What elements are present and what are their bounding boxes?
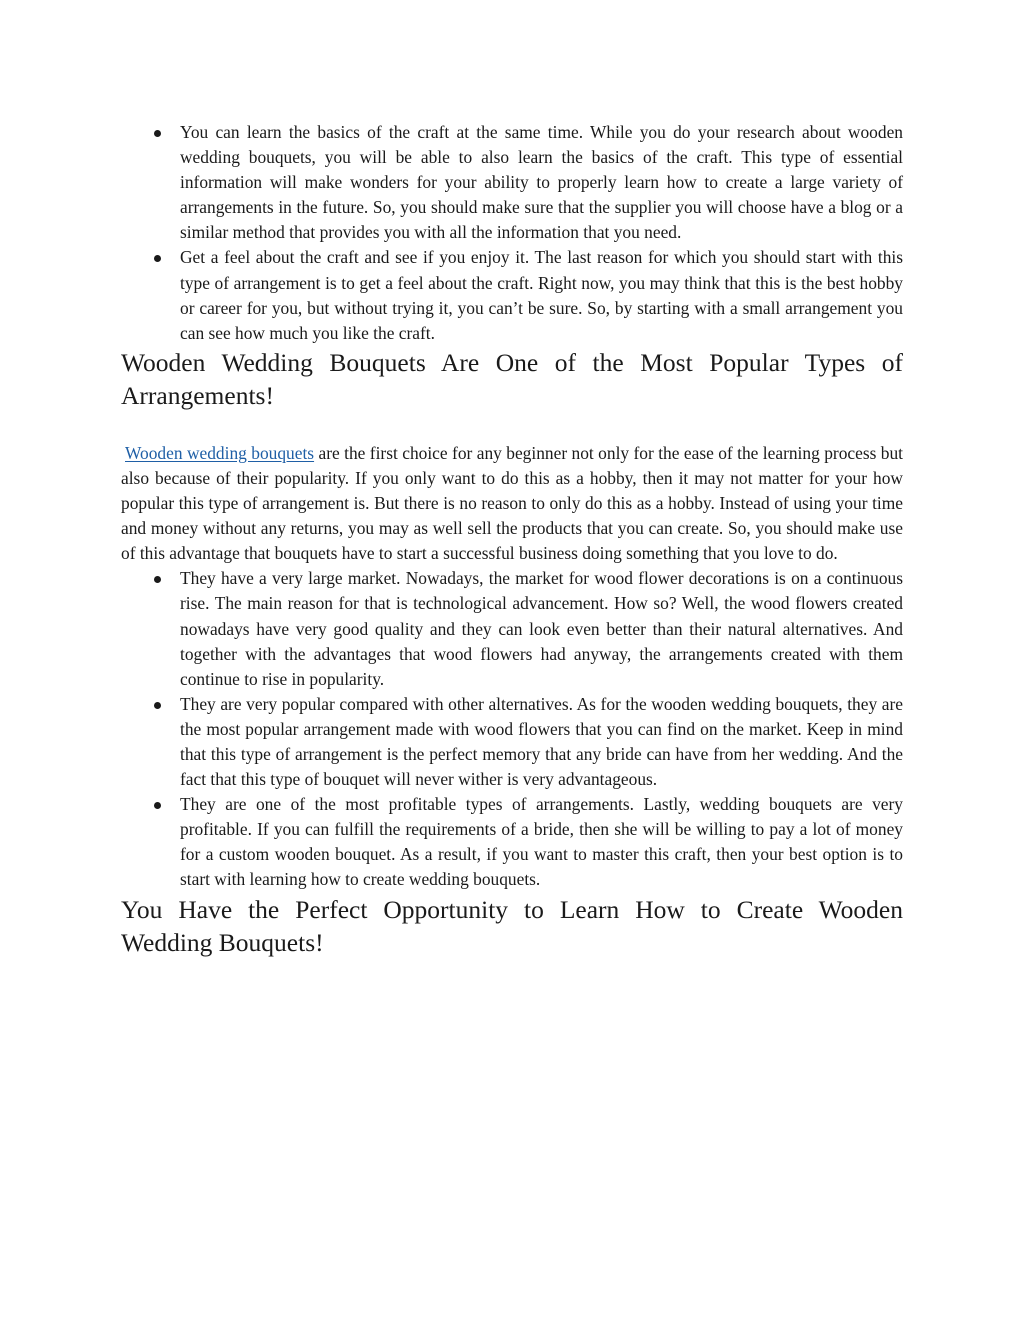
list-item [121, 792, 903, 892]
bullet-list-reasons [121, 566, 903, 892]
bullet-icon [154, 255, 161, 262]
bullet-list-top [121, 120, 903, 346]
bullet-icon [154, 130, 161, 137]
wooden-wedding-bouquets-link[interactable]: Wooden wedding bouquets [125, 442, 315, 463]
body-paragraph [121, 441, 903, 566]
bullet-icon [154, 576, 161, 583]
list-item-text: Get a feel about the craft and see if you enjoy it. The last reason for which you should start with this type of arrangement is to get a feel about the craft. Right now, you may think that this is the best hobby or career for you, but without trying it, you can’t be sure. So, by starting with a small arrangement you can see how much you like the craft. [180, 247, 903, 343]
list-item-text: You can learn the basics of the craft at the same time. While you do your research about wooden wedding bouquets, you will be able to also learn the basics of the craft. This type of essential information will make wonders for your ability to properly learn how to create a large variety of arrangements in the future. So, you should make sure that the supplier you will choose have a blog or a similar method that provides you with all the information that you need. [180, 122, 903, 243]
list-item-text: They are one of the most profitable types of arrangements. Lastly, wedding bouquets are very profitable. If you can fulfill the requirements of a bride, then she will be willing to pay a lot of money for a custom wooden bouquet. As a result, if you want to master this craft, then your best option is to start with learning how to create wedding bouquets. [180, 794, 903, 890]
list-item [121, 245, 903, 345]
section-heading-popular: Wooden Wedding Bouquets Are One of the Most Popular Types of Arrangements! [121, 347, 903, 410]
list-item-text: They are very popular compared with other alternatives. As for the wooden wedding bouquets, they are the most popular arrangement made with wood flowers that you can find on the market. Keep in mind that this type of arrangement is the perfect memory that any bride can have from her wedding. And the fact that this type of bouquet will never wither is very advantageous. [180, 693, 903, 790]
list-item [121, 566, 903, 691]
list-item [121, 692, 903, 792]
paragraph-text: are the first choice for any beginner not only for the ease of the learning process but also because of their popularity. If you only want to do this as a hobby, then it may not matter for your how popular this type of arrangement is. But there is no reason to only do this as a hobby. Instead of using your time and money without any returns, you may as well sell the products that you can create. So, you should make use of this advantage that bouquets have to start a successful business doing something that you love to do. [121, 442, 904, 564]
document-page [121, 120, 903, 959]
bullet-icon [154, 702, 161, 709]
list-item-text: They have a very large market. Nowadays, the market for wood flower decorations is on a continuous rise. The main reason for that is technological advancement. How so? Well, the wood flowers created nowadays have very good quality and they can look even better than their natural alternatives. And together with the advantages that wood flowers had anyway, the arrangements created with them continue to rise in popularity. [180, 568, 903, 689]
section-heading-opportunity: You Have the Perfect Opportunity to Learn How to Create Wooden Wedding Bouquets! [121, 894, 903, 957]
list-item [121, 120, 903, 245]
bullet-icon [154, 802, 161, 809]
